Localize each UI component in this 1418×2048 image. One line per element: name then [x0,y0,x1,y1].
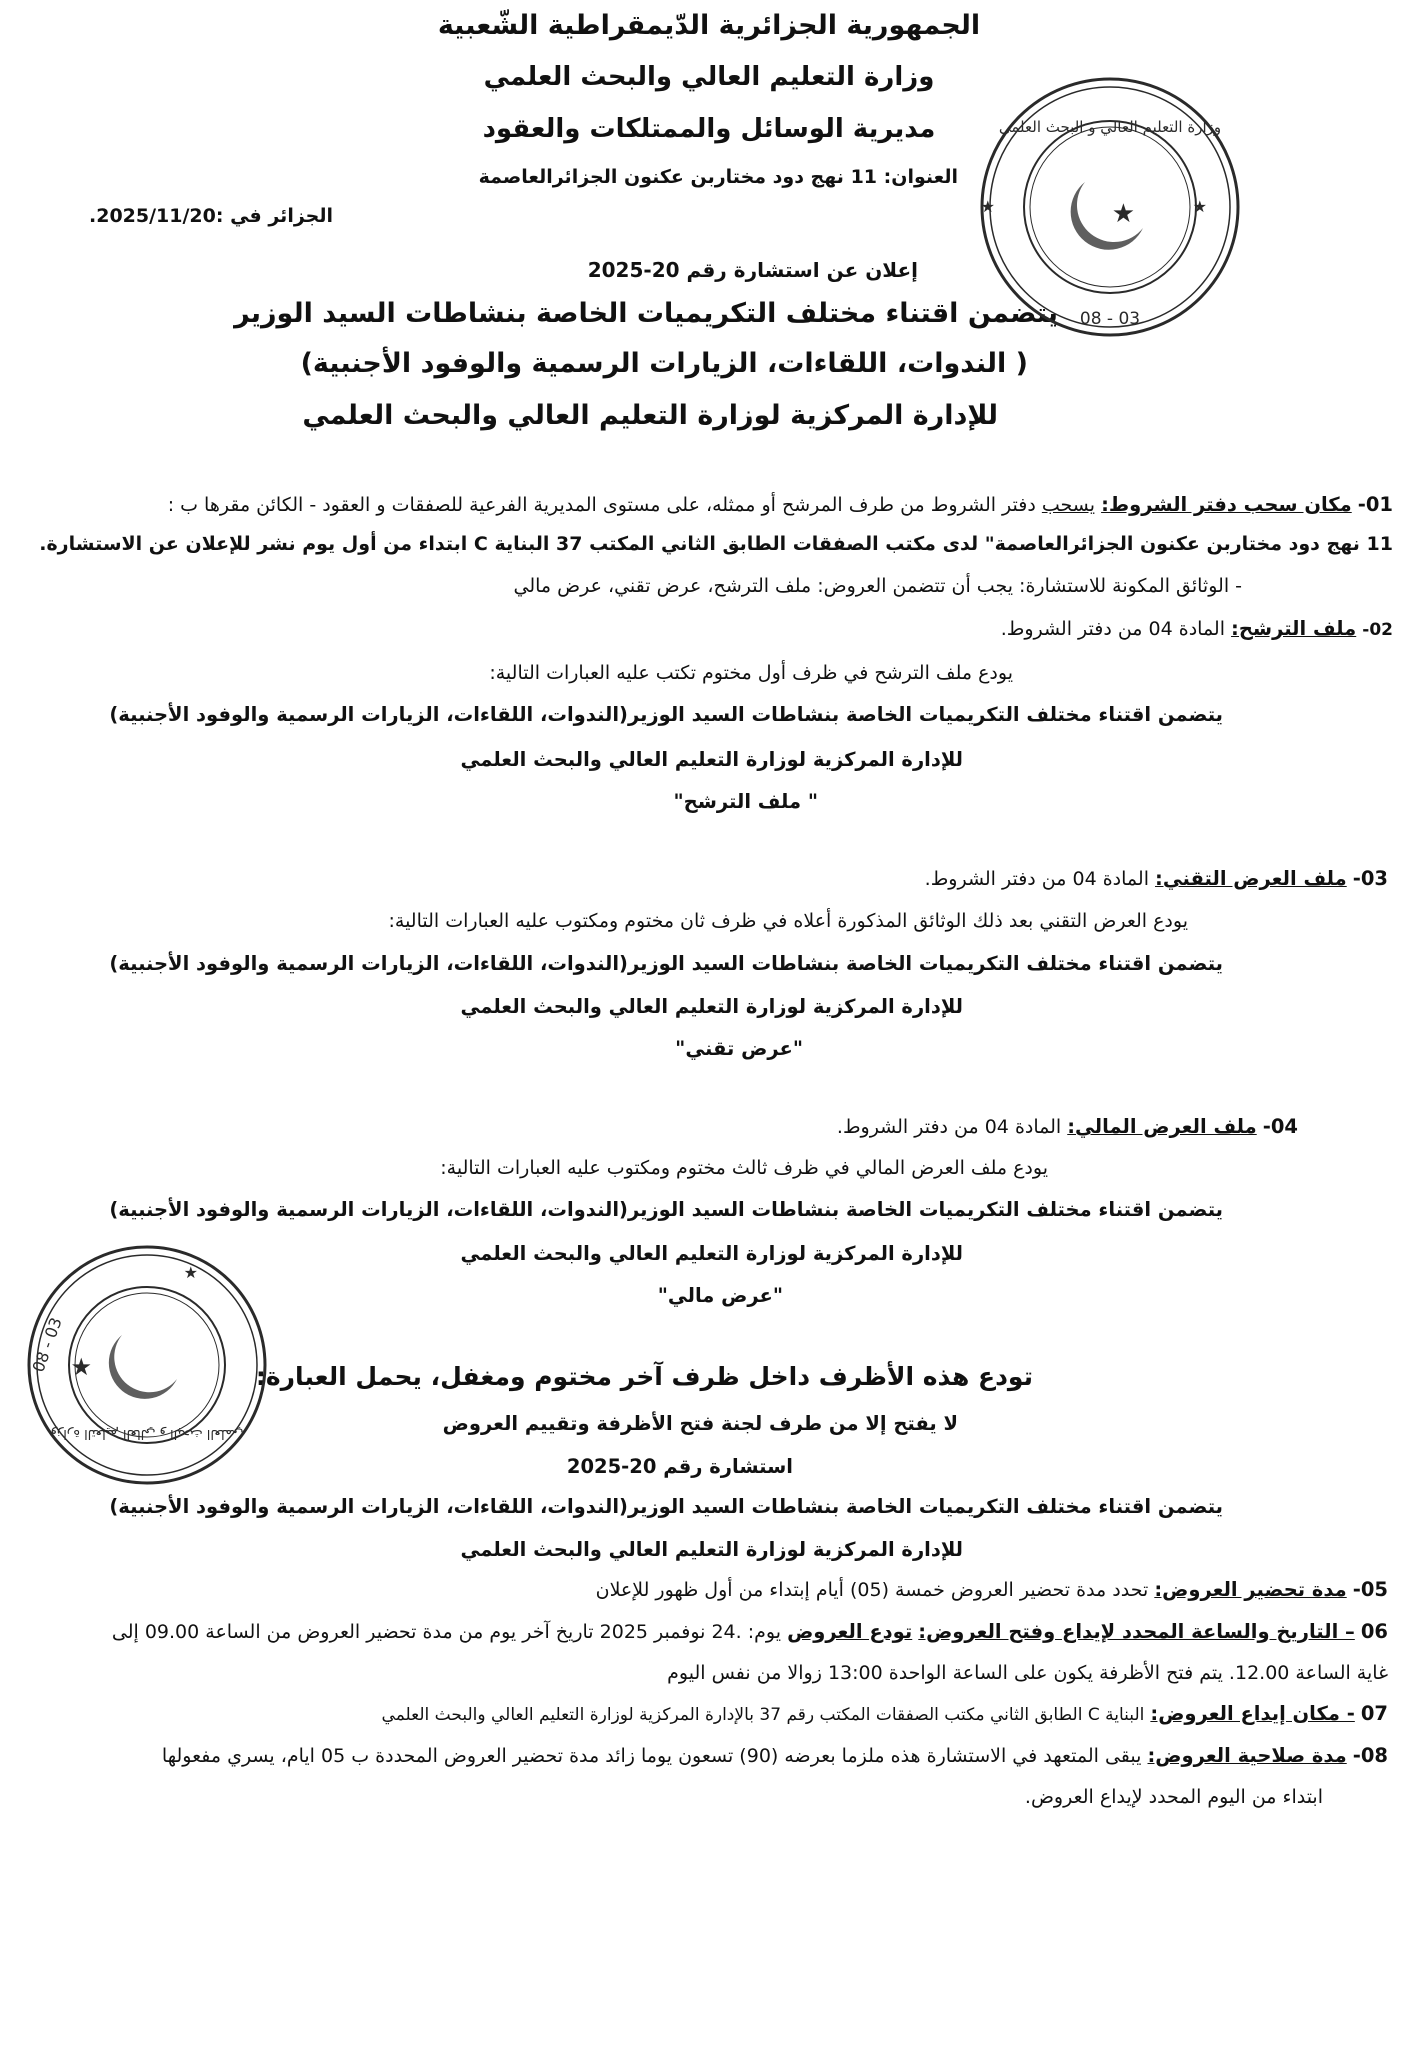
outer-envelope-line-3: يتضمن اقتناء مختلف التكريميات الخاصة بنشاطات السيد الوزير(الندوات، اللقاءات، الزيارات الرسمية والوفود الأجنبية) [109,1495,1223,1518]
outer-envelope-line-1: لا يفتح إلا من طرف لجنة فتح الأظرفة وتقييم العروض [442,1412,958,1435]
item-01-line-1: 01- مكان سحب دفتر الشروط: يسحب دفتر الشروط من طرف المرشح أو ممثله، على مستوى المديرية الفرعية للصفقات و العقود - الكائن مقرها ب : [167,493,1393,516]
consultation-beneficiary: للإدارة المركزية لوزارة التعليم العالي والبحث العلمي [302,400,998,431]
consultation-subject-detail: ( الندوات، اللقاءات، الزيارات الرسمية والوفود الأجنبية) [300,348,1028,379]
item-01-documents: - الوثائق المكونة للاستشارة: يجب أن تتضمن العروض: ملف الترشح، عرض تقني، عرض مالي [513,575,1242,597]
item-02-header: 02- ملف الترشح: المادة 04 من دفتر الشروط. [1000,617,1393,640]
item-06-label: – التاريخ والساعة المحدد لإيداع وفتح العروض: [918,1620,1355,1643]
item-04-header: 04- ملف العرض المالي: المادة 04 من دفتر الشروط. [836,1115,1298,1138]
item-03-intro: يودع العرض التقني بعد ذلك الوثائق المذكورة أعلاه في ظرف ثان مختوم ومكتوب عليه العبارات التالية: [388,910,1188,932]
item-02-phrase-2: للإدارة المركزية لوزارة التعليم العالي والبحث العلمي [460,748,963,771]
item-03-phrase-2: للإدارة المركزية لوزارة التعليم العالي والبحث العلمي [460,995,963,1018]
outer-envelope-line-4: للإدارة المركزية لوزارة التعليم العالي والبحث العلمي [460,1538,963,1561]
svg-text:★: ★ [980,197,995,216]
outer-envelope-line-2: استشارة رقم 20-2025 [566,1455,793,1478]
stamp-top-date: 03 - 08 [1079,309,1141,329]
republic-title: الجمهورية الجزائرية الدّيمقراطية الشّعبية [437,10,981,41]
directorate-title: مديرية الوسائل والممتلكات والعقود [482,114,936,144]
item-05: 05- مدة تحضير العروض: تحدد مدة تحضير العروض خمسة (05) أيام إبتداء من أول ظهور للإعلان [595,1578,1388,1601]
item-04-intro: يودع ملف العرض المالي في ظرف ثالث مختوم ومكتوب عليه العبارات التالية: [440,1157,1048,1179]
item-04-phrase-3: "عرض مالي" [657,1284,783,1307]
item-02-intro: يودع ملف الترشح في ظرف أول مختوم تكتب عليه العبارات التالية: [489,662,1013,684]
item-08-label: مدة صلاحية العروض: [1147,1744,1347,1767]
item-01-line-2: 11 نهج دود مختاربن عكنون الجزائرالعاصمة" لدى مكتب الصفقات الطابق الثاني المكتب 37 البناية C ابتداء من أول يوم نشر للإعلان عن الاستشارة. [39,533,1393,555]
item-04-phrase-1: يتضمن اقتناء مختلف التكريميات الخاصة بنشاطات السيد الوزير(الندوات، اللقاءات، الزيارات الرسمية والوفود الأجنبية) [109,1198,1223,1221]
item-06-line-2: غاية الساعة 12.00. يتم فتح الأظرفة يكون على الساعة الواحدة 13:00 زوالا من نفس اليوم [667,1662,1388,1684]
consultation-subject: يتضمن اقتناء مختلف التكريميات الخاصة بنشاطات السيد الوزير [234,298,1058,329]
item-02-phrase-1: يتضمن اقتناء مختلف التكريميات الخاصة بنشاطات السيد الوزير(الندوات، اللقاءات، الزيارات الرسمية والوفود الأجنبية) [109,703,1223,726]
official-stamp-top [975,72,1245,342]
item-02-label: ملف الترشح: [1231,617,1357,640]
place-date: الجزائر في :2025/11/20. [89,205,333,227]
item-08-line-2: ابتداء من اليوم المحدد لإيداع العروض. [1024,1786,1323,1808]
item-03-label: ملف العرض التقني: [1155,867,1347,890]
item-08-line-1: 08- مدة صلاحية العروض: يبقى المتعهد في الاستشارة هذه ملزما بعرضه (90) تسعون يوما زائد مدة تحضير العروض المحددة ب 05 ايام، يسري مفعولها [161,1744,1388,1767]
consultation-number: إعلان عن استشارة رقم 20-2025 [587,258,918,282]
stamp-bottom-text: وزارة التعليم العالي و البحث العلمي [50,1426,244,1441]
item-02-phrase-3: " ملف الترشح" [673,790,818,813]
item-01-label: مكان سحب دفتر الشروط: [1101,493,1352,516]
item-07: 07 - مكان إيداع العروض: البناية C الطابق الثاني مكتب الصفقات المكتب رقم 37 بالإدارة المركزية لوزارة التعليم العالي والبحث العلمي [381,1702,1388,1725]
address: العنوان: 11 نهج دود مختاربن عكنون الجزائرالعاصمة [478,166,958,188]
svg-text:★: ★ [1192,197,1207,216]
stamp-top-text: وزارة التعليم العالي و البحث العلمي [998,118,1222,136]
svg-text:★: ★ [183,1263,198,1282]
item-03-header: 03- ملف العرض التقني: المادة 04 من دفتر الشروط. [924,867,1388,890]
item-07-label: - مكان إيداع العروض: [1150,1702,1355,1725]
outer-envelope-heading: تودع هذه الأظرف داخل ظرف آخر مختوم ومغفل، يحمل العبارة: [255,1362,1033,1391]
official-stamp-bottom [22,1240,272,1490]
item-04-label: ملف العرض المالي: [1067,1115,1257,1138]
item-04-phrase-2: للإدارة المركزية لوزارة التعليم العالي والبحث العلمي [460,1242,963,1265]
item-03-phrase-3: "عرض تقني" [675,1037,803,1060]
item-03-phrase-1: يتضمن اقتناء مختلف التكريميات الخاصة بنشاطات السيد الوزير(الندوات، اللقاءات، الزيارات الرسمية والوفود الأجنبية) [109,952,1223,975]
svg-text:★: ★ [1111,199,1135,229]
item-05-label: مدة تحضير العروض: [1154,1578,1347,1601]
item-06-line-1: 06 – التاريخ والساعة المحدد لإيداع وفتح العروض: تودع العروض يوم: .24 نوفمبر 2025 تاريخ آخر يوم من مدة تحضير العروض من الساعة 09.00 إلى [111,1620,1388,1643]
svg-text:★: ★ [70,1353,92,1381]
ministry-title: وزارة التعليم العالي والبحث العلمي [483,62,935,92]
stamp-bottom-date: 03 - 08 [28,1314,66,1375]
